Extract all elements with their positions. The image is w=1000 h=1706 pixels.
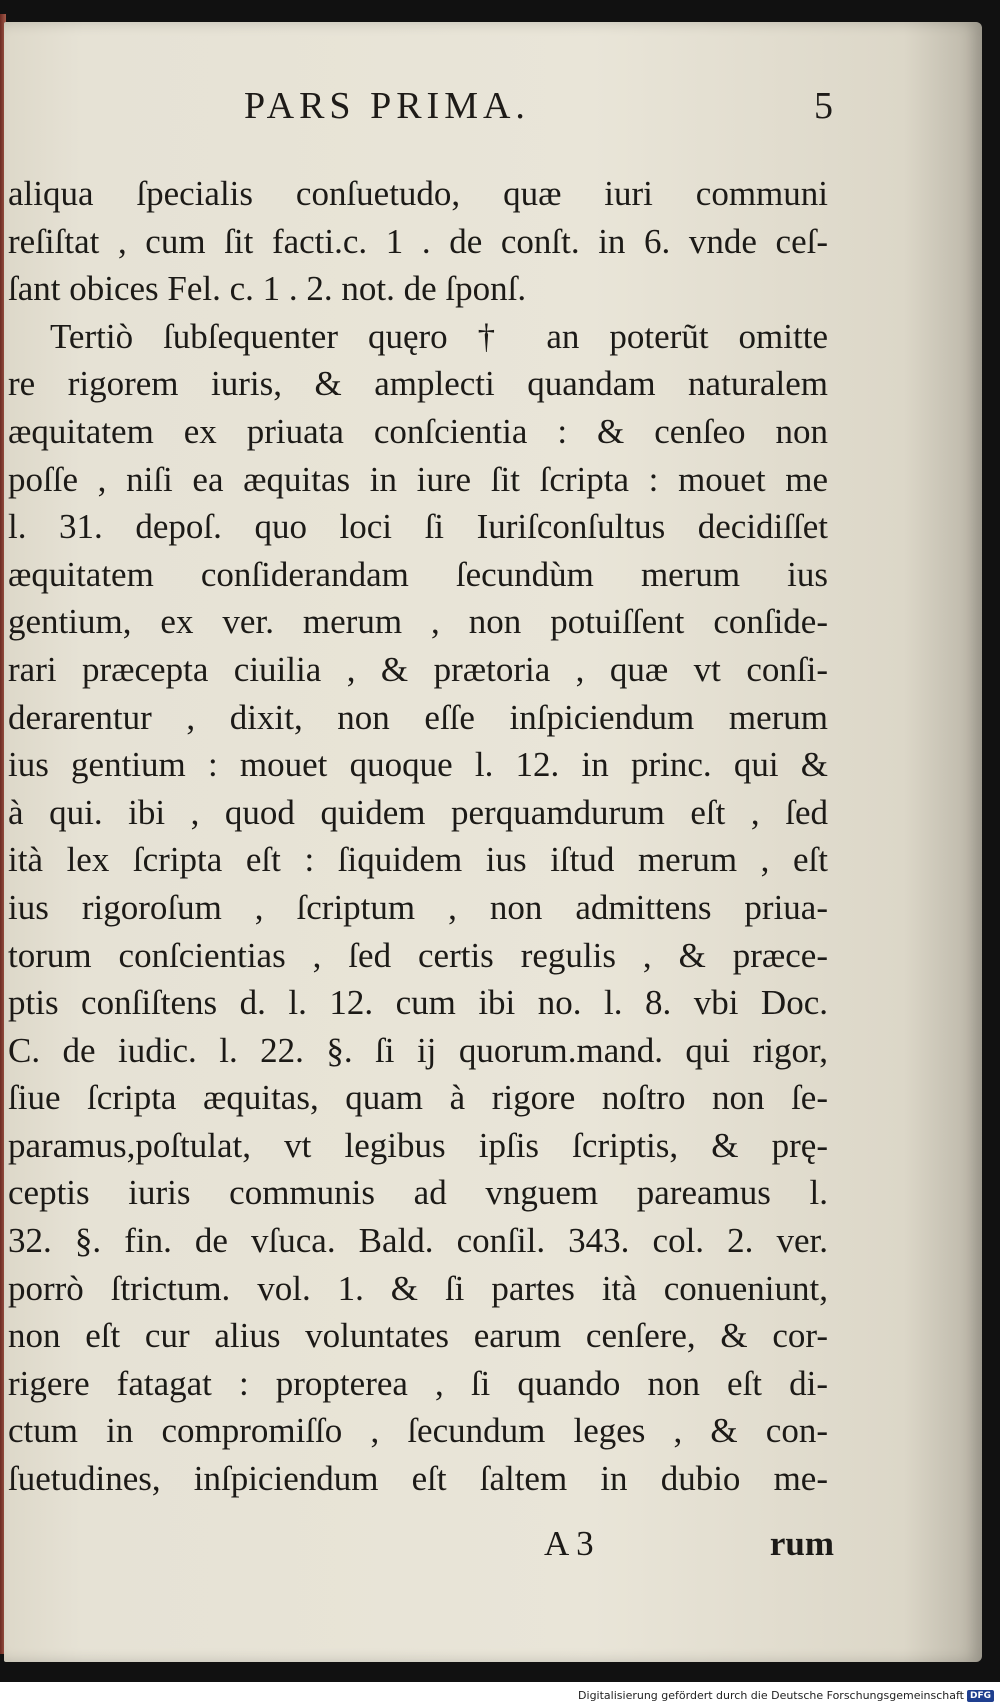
text-line: æquitatem conſiderandam ſecundùm merum ius [8, 554, 828, 594]
text-line: ius rigoroſum , ſcriptum , non admittens priua- [8, 887, 828, 927]
text-line: ptis conſiſtens d. l. 12. cum ibi no. l. 8. vbi Doc. [8, 983, 828, 1023]
page-number: 5 [814, 85, 833, 127]
text-line: gentium, ex ver. merum , non potuiſſent conſide- [8, 602, 828, 642]
text-line: ità lex ſcripta eſt : ſiquidem ius iſtud merum , eſt [8, 840, 828, 880]
text-line: C. de iudic. l. 22. §. ſi ij quorum.mand. qui rigor, [8, 1030, 828, 1070]
text-line: ius gentium : mouet quoque l. 12. in princ. qui & [8, 745, 828, 785]
running-title: PARS PRIMA. [244, 85, 530, 127]
text-line: ceptis iuris communis ad vnguem pareamus l. [8, 1173, 828, 1213]
text-line: l. 31. depoſ. quo loci ſi Iuriſconſultus decidiſſet [8, 507, 828, 547]
text-line: re rigorem iuris, & amplecti quandam naturalem [8, 364, 828, 404]
book-page [4, 22, 982, 1662]
credit-text: Digitalisierung gefördert durch die Deutsche Forschungsgemeinschaft [578, 1689, 964, 1702]
text-line: rari præcepta ciuilia , & prætoria , quæ vt conſi- [8, 649, 828, 689]
text-line: torum conſcientias , ſed certis regulis , & præce- [8, 935, 828, 975]
text-line: ſant obices Fel. c. 1 . 2. not. de ſponſ. [8, 269, 527, 309]
digitization-credit [578, 1689, 994, 1702]
text-line: poſſe , niſi ea æquitas in iure ſit ſcripta : mouet me [8, 459, 828, 499]
text-line: aliqua ſpecialis conſuetudo, quæ iuri communi [8, 174, 828, 213]
text-line: æquitatem ex priuata conſcientia : & cenſeo non [8, 411, 828, 451]
text-line: ſuetudines, inſpiciendum eſt ſaltem in dubio me- [8, 1459, 828, 1499]
running-head [4, 84, 982, 134]
text-line: Tertiò ſubſequenter quęro † an poterũt omitte [50, 316, 828, 356]
text-line: porrò ſtrictum. vol. 1. & ſi partes ità conueniunt, [8, 1268, 828, 1308]
signature-mark: A 3 [544, 1524, 594, 1563]
text-line: 32. §. fin. de vſuca. Bald. conſil. 343. col. 2. ver. [8, 1221, 828, 1261]
text-line: reſiſtat , cum ſit facti.c. 1 . de conſt. in 6. vnde ceſ- [8, 221, 828, 261]
catchline [544, 1524, 834, 1574]
text-line: ſiue ſcripta æquitas, quam à rigore noſtro non ſe- [8, 1078, 828, 1118]
text-line: non eſt cur alius voluntates earum cenſere, & cor- [8, 1316, 828, 1356]
dfg-logo: DFG [967, 1690, 994, 1702]
text-line: paramus,poſtulat, vt legibus ipſis ſcriptis, & prę- [8, 1125, 828, 1165]
text-line: derarentur , dixit, non eſſe inſpiciendum merum [8, 697, 828, 737]
catchword: rum [769, 1524, 834, 1563]
text-line: ctum in compromiſſo , ſecundum leges , & con- [8, 1411, 828, 1451]
text-line: à qui. ibi , quod quidem perquamdurum eſt , ſed [8, 792, 828, 832]
text-line: rigere fatagat : propterea , ſi quando non eſt di- [8, 1363, 828, 1403]
body-text [8, 170, 828, 1503]
